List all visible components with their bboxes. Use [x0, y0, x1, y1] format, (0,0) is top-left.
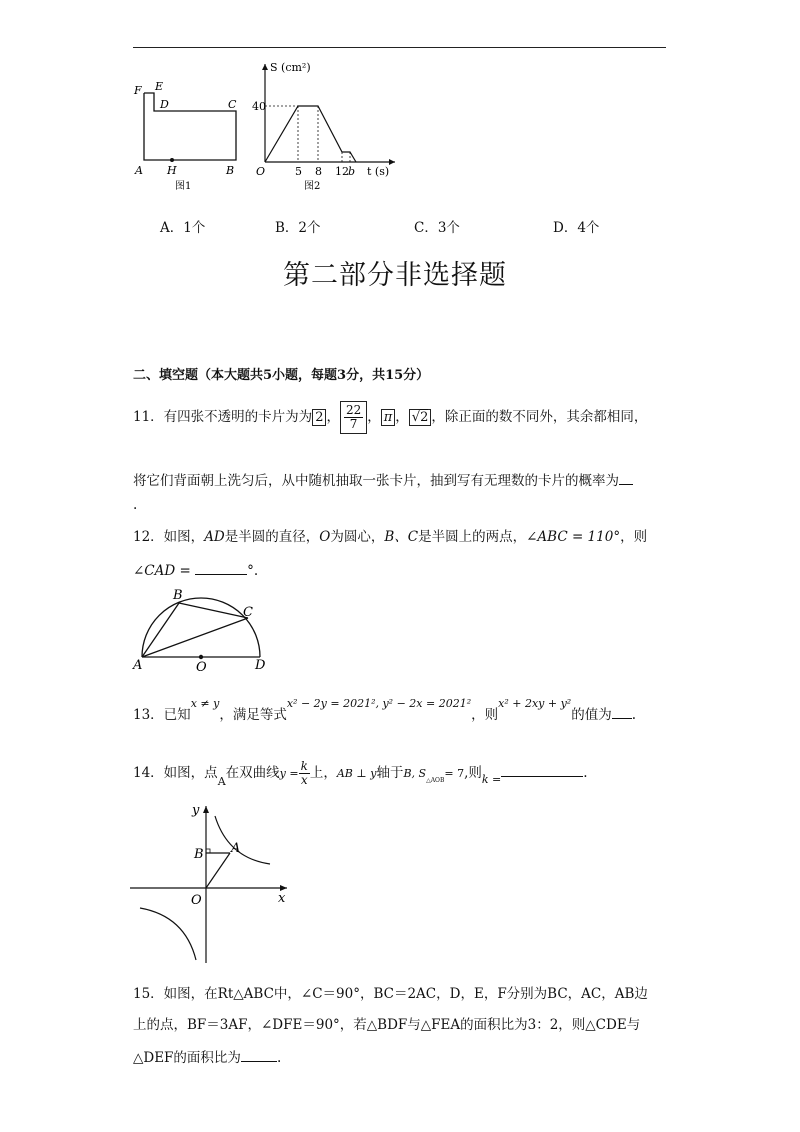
option-b: B．2个	[275, 220, 321, 236]
q13-expression: x² + 2xy + y²	[498, 697, 572, 710]
q13-answer-blank[interactable]	[612, 704, 632, 719]
q12-a: 12．如图，	[133, 529, 205, 545]
hyperbola-label-y: y	[192, 803, 200, 818]
q12-c: 为圆心，	[330, 529, 385, 545]
q13-cond: x ≠ y	[190, 697, 220, 710]
q13-d: 的值为	[571, 707, 612, 723]
q14-h: .	[583, 765, 588, 781]
fig1-label-C: C	[228, 98, 237, 111]
semicircle-figure	[130, 585, 275, 673]
question-15-line1: 15．如图，在Rt△ABC中，∠C＝90°，BC＝2AC，D，E，F分别为BC，AC，AB边	[133, 986, 648, 1002]
q14-func-y: y =	[279, 767, 299, 780]
q12-bc: B、C	[384, 529, 419, 545]
q14-func-den: x	[300, 773, 308, 787]
fig2-y-label: S (cm²)	[270, 61, 311, 74]
q14-e: B, S	[403, 767, 427, 780]
fig2-y-tick: 40	[252, 100, 266, 113]
q14-func-num: k	[300, 759, 308, 773]
figure-2	[250, 58, 400, 194]
q15-line3-end: .	[276, 1050, 282, 1066]
q13-equation: x² − 2y = 2021², y² − 2x = 2021²	[286, 697, 472, 710]
q11-suffix: ，除正面的数不同外，其余都相同，	[431, 409, 648, 425]
hyperbola-label-O: O	[191, 893, 202, 908]
fig2-x-tick-5: 5	[295, 165, 302, 178]
semicircle-label-O: O	[196, 660, 207, 673]
sqrt-icon: √	[411, 409, 421, 425]
fig2-x-tick-b: b	[348, 165, 356, 178]
fig2-x-tick-8: 8	[315, 165, 322, 178]
q12-b: 是半圆的直径，	[224, 529, 320, 545]
q11-sep-1: ，	[326, 409, 340, 425]
q14-d: 轴于	[376, 765, 404, 781]
q14-fraction	[299, 760, 310, 787]
q11-line2-text: 将它们背面朝上洗匀后，从中随机抽取一张卡片，抽到写有无理数的卡片的概率为	[133, 473, 619, 489]
card-4	[409, 409, 432, 426]
q14-subscript: △AOB	[426, 777, 445, 784]
q13-a: 13．已知	[133, 707, 191, 723]
q14-g: ,则	[464, 765, 482, 781]
hyperbola-label-B: B	[194, 847, 204, 862]
q12-e: ，则	[620, 529, 648, 545]
q11-sep-2: ，	[367, 409, 381, 425]
q13-c: ，则	[471, 707, 499, 723]
question-15-line3	[133, 1047, 281, 1067]
top-rule	[133, 47, 666, 48]
question-14	[133, 760, 588, 790]
figure-1	[130, 78, 250, 193]
q11-line3: .	[133, 497, 138, 513]
semicircle-label-B: B	[173, 588, 183, 603]
q14-answer-blank[interactable]	[501, 762, 583, 777]
question-11-line1	[133, 397, 647, 437]
fig1-caption: 图1	[175, 181, 192, 192]
q11-prefix: 11．有四张不透明的卡片为为	[133, 409, 313, 425]
hyperbola-figure	[130, 798, 292, 968]
card-2	[340, 401, 367, 434]
hyperbola-label-A: A	[231, 841, 241, 856]
q14-perp: AB ⊥ y	[336, 767, 377, 780]
q11-sep-3: ，	[395, 409, 409, 425]
q13-b: ，满足等式	[219, 707, 287, 723]
option-d: D．4个	[553, 220, 600, 236]
fig2-x-label: t (s)	[367, 165, 390, 178]
q13-e: .	[631, 707, 636, 723]
question-15-line2: 上的点，BF＝3AF，∠DFE＝90°，若△BDF与△FEA的面积比为3：2，则△CDE与	[133, 1017, 641, 1033]
card-4-value: 2	[420, 409, 429, 425]
fig1-label-B: B	[226, 164, 235, 177]
fig1-label-D: D	[160, 98, 169, 111]
fig1-label-A: A	[135, 164, 143, 177]
card-3: π	[381, 409, 396, 426]
option-c: C．3个	[414, 220, 460, 236]
q14-c: 上，	[309, 765, 337, 781]
q12-answer-blank[interactable]	[195, 560, 247, 575]
q12-o: O	[319, 529, 331, 545]
q11-answer-blank[interactable]	[619, 470, 633, 485]
fig2-x-tick-12: 12	[335, 165, 349, 178]
fig2-origin: O	[256, 165, 266, 178]
q14-f: = 7	[444, 767, 465, 780]
semicircle-label-D: D	[255, 658, 266, 673]
question-13	[133, 697, 636, 730]
q12-ad: AD	[204, 529, 225, 545]
q12-d: 是半圆上的两点，	[418, 529, 527, 545]
question-12-line1	[133, 528, 647, 546]
q12-cad: ∠CAD =	[133, 563, 191, 579]
q12-angle: ∠ABC = 110°	[526, 529, 621, 545]
q15-line3-text: △DEF的面积比为	[133, 1050, 241, 1066]
card-2-denominator: 7	[349, 416, 358, 431]
question-11-line2	[133, 470, 633, 490]
q14-point-A: A	[217, 775, 226, 788]
card-1: 2	[312, 409, 326, 426]
fig2-caption: 图2	[304, 181, 321, 192]
q14-k: k =	[481, 773, 502, 786]
section-title: 第二部分非选择题	[283, 260, 507, 291]
q14-b: 在双曲线	[225, 765, 280, 781]
semicircle-label-A: A	[133, 658, 143, 673]
semicircle-label-C: C	[243, 605, 253, 620]
q14-a: 14．如图，点	[133, 765, 218, 781]
question-12-line2	[133, 560, 258, 580]
card-2-numerator: 22	[345, 402, 362, 417]
fig1-label-E: E	[155, 80, 164, 93]
hyperbola-label-x: x	[278, 891, 286, 906]
q15-answer-blank[interactable]	[241, 1047, 277, 1062]
option-a: A．1个	[160, 220, 206, 236]
fig1-label-H: H	[167, 164, 177, 177]
q12-degree: °.	[247, 563, 259, 579]
fig1-label-F: F	[134, 84, 142, 97]
fill-in-header: 二、填空题（本大题共5小题，每题3分，共15分）	[133, 368, 430, 383]
